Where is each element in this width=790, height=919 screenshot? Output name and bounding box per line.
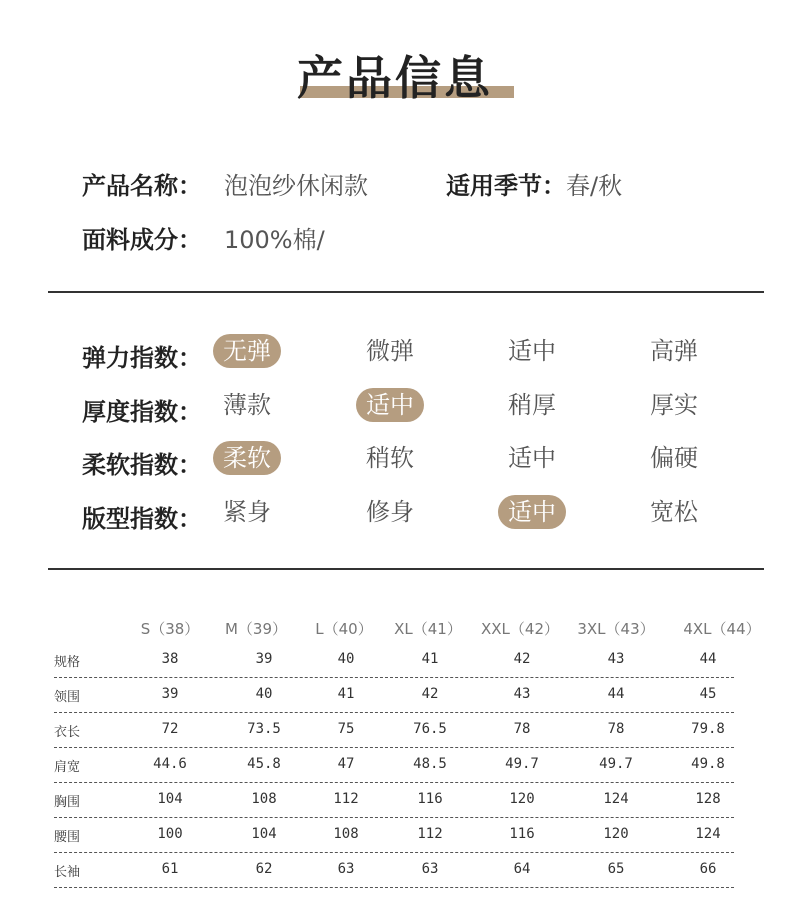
size-cell: 49.8 bbox=[691, 756, 725, 772]
size-cell: 78 bbox=[607, 721, 625, 737]
product-name-label: 产品名称： bbox=[82, 172, 202, 200]
size-cell: 42 bbox=[421, 686, 439, 702]
size-column-header: 4XL（44） bbox=[683, 620, 761, 638]
fabric-label: 面料成分： bbox=[82, 226, 202, 254]
size-cell: 124 bbox=[603, 791, 629, 807]
size-table-row bbox=[54, 852, 734, 888]
size-cell: 120 bbox=[603, 826, 629, 842]
size-cell: 116 bbox=[509, 826, 535, 842]
size-row-label: 长袖 bbox=[54, 865, 81, 880]
attribute-option-selected: 适中 bbox=[498, 495, 566, 529]
attribute-label: 厚度指数： bbox=[82, 398, 202, 426]
size-cell: 64 bbox=[513, 861, 531, 877]
size-cell: 112 bbox=[333, 791, 359, 807]
size-column-header: XL（41） bbox=[394, 620, 462, 638]
size-cell: 108 bbox=[251, 791, 277, 807]
size-cell: 62 bbox=[255, 861, 273, 877]
page-title: 产品信息 bbox=[297, 51, 493, 105]
attribute-option: 修身 bbox=[366, 498, 414, 526]
size-cell: 43 bbox=[513, 686, 531, 702]
size-cell: 47 bbox=[337, 756, 355, 772]
attribute-option: 稍厚 bbox=[508, 391, 556, 419]
size-cell: 61 bbox=[161, 861, 179, 877]
size-table-row bbox=[54, 747, 734, 783]
size-cell: 75 bbox=[337, 721, 355, 737]
size-table-row bbox=[54, 817, 734, 853]
size-cell: 38 bbox=[161, 651, 179, 667]
product-name-row bbox=[82, 166, 368, 201]
size-cell: 39 bbox=[161, 686, 179, 702]
size-table-row bbox=[54, 782, 734, 818]
size-cell: 40 bbox=[255, 686, 273, 702]
size-cell: 48.5 bbox=[413, 756, 447, 772]
size-cell: 44.6 bbox=[153, 756, 187, 772]
size-cell: 42 bbox=[513, 651, 531, 667]
size-cell: 104 bbox=[251, 826, 277, 842]
size-cell: 44 bbox=[699, 651, 717, 667]
season-row bbox=[446, 166, 622, 201]
size-row-label: 胸围 bbox=[54, 795, 81, 810]
size-cell: 76.5 bbox=[413, 721, 447, 737]
size-cell: 66 bbox=[699, 861, 717, 877]
size-cell: 73.5 bbox=[247, 721, 281, 737]
size-cell: 116 bbox=[417, 791, 443, 807]
attribute-option: 适中 bbox=[508, 444, 556, 472]
size-cell: 100 bbox=[157, 826, 183, 842]
attribute-option: 稍软 bbox=[366, 444, 414, 472]
attribute-label: 弹力指数： bbox=[82, 344, 202, 372]
size-cell: 104 bbox=[157, 791, 183, 807]
attribute-option-selected: 适中 bbox=[356, 388, 424, 422]
size-column-header: S（38） bbox=[140, 620, 200, 638]
size-cell: 45.8 bbox=[247, 756, 281, 772]
size-cell: 43 bbox=[607, 651, 625, 667]
season-value: 春/秋 bbox=[566, 172, 623, 200]
product-name-value: 泡泡纱休闲款 bbox=[224, 172, 368, 200]
attribute-row bbox=[0, 441, 790, 481]
attribute-option: 厚实 bbox=[650, 391, 698, 419]
attribute-row bbox=[0, 495, 790, 535]
size-cell: 79.8 bbox=[691, 721, 725, 737]
size-cell: 120 bbox=[509, 791, 535, 807]
attribute-label: 柔软指数： bbox=[82, 451, 202, 479]
attribute-row bbox=[0, 388, 790, 428]
size-row-label: 规格 bbox=[54, 655, 81, 670]
size-cell: 78 bbox=[513, 721, 531, 737]
size-column-header: XXL（42） bbox=[481, 620, 559, 638]
size-cell: 108 bbox=[333, 826, 359, 842]
size-cell: 65 bbox=[607, 861, 625, 877]
attribute-option: 偏硬 bbox=[650, 444, 698, 472]
size-row-label: 腰围 bbox=[54, 830, 81, 845]
title-section bbox=[0, 38, 790, 108]
attribute-option: 高弹 bbox=[650, 337, 698, 365]
size-cell: 63 bbox=[421, 861, 439, 877]
divider-top bbox=[48, 291, 764, 293]
size-row-label: 领围 bbox=[54, 690, 81, 705]
size-column-header: 3XL（43） bbox=[577, 620, 655, 638]
attribute-option-selected: 柔软 bbox=[213, 441, 281, 475]
attribute-option: 适中 bbox=[508, 337, 556, 365]
size-table-row bbox=[54, 712, 734, 748]
size-cell: 39 bbox=[255, 651, 273, 667]
size-cell: 45 bbox=[699, 686, 717, 702]
size-table-row bbox=[54, 677, 734, 713]
size-cell: 128 bbox=[695, 791, 721, 807]
attribute-option: 微弹 bbox=[366, 337, 414, 365]
divider-bottom bbox=[48, 568, 764, 570]
size-cell: 41 bbox=[337, 686, 355, 702]
size-cell: 112 bbox=[417, 826, 443, 842]
size-cell: 72 bbox=[161, 721, 179, 737]
size-cell: 44 bbox=[607, 686, 625, 702]
size-row-label: 衣长 bbox=[54, 725, 81, 740]
attribute-row bbox=[0, 334, 790, 374]
size-cell: 124 bbox=[695, 826, 721, 842]
attribute-option: 薄款 bbox=[223, 391, 271, 419]
attribute-option-selected: 无弹 bbox=[213, 334, 281, 368]
attribute-option: 宽松 bbox=[650, 498, 698, 526]
size-cell: 40 bbox=[337, 651, 355, 667]
attribute-label: 版型指数： bbox=[82, 505, 202, 533]
season-label: 适用季节： bbox=[446, 172, 566, 200]
size-cell: 49.7 bbox=[599, 756, 633, 772]
fabric-row bbox=[82, 220, 325, 255]
size-cell: 63 bbox=[337, 861, 355, 877]
size-cell: 49.7 bbox=[505, 756, 539, 772]
size-column-header: L（40） bbox=[315, 620, 373, 638]
size-cell: 41 bbox=[421, 651, 439, 667]
size-row-label: 肩宽 bbox=[54, 760, 81, 775]
fabric-value: 100%棉/ bbox=[224, 226, 325, 254]
size-table-row bbox=[54, 642, 734, 678]
attribute-option: 紧身 bbox=[223, 498, 271, 526]
size-column-header: M（39） bbox=[224, 620, 288, 638]
